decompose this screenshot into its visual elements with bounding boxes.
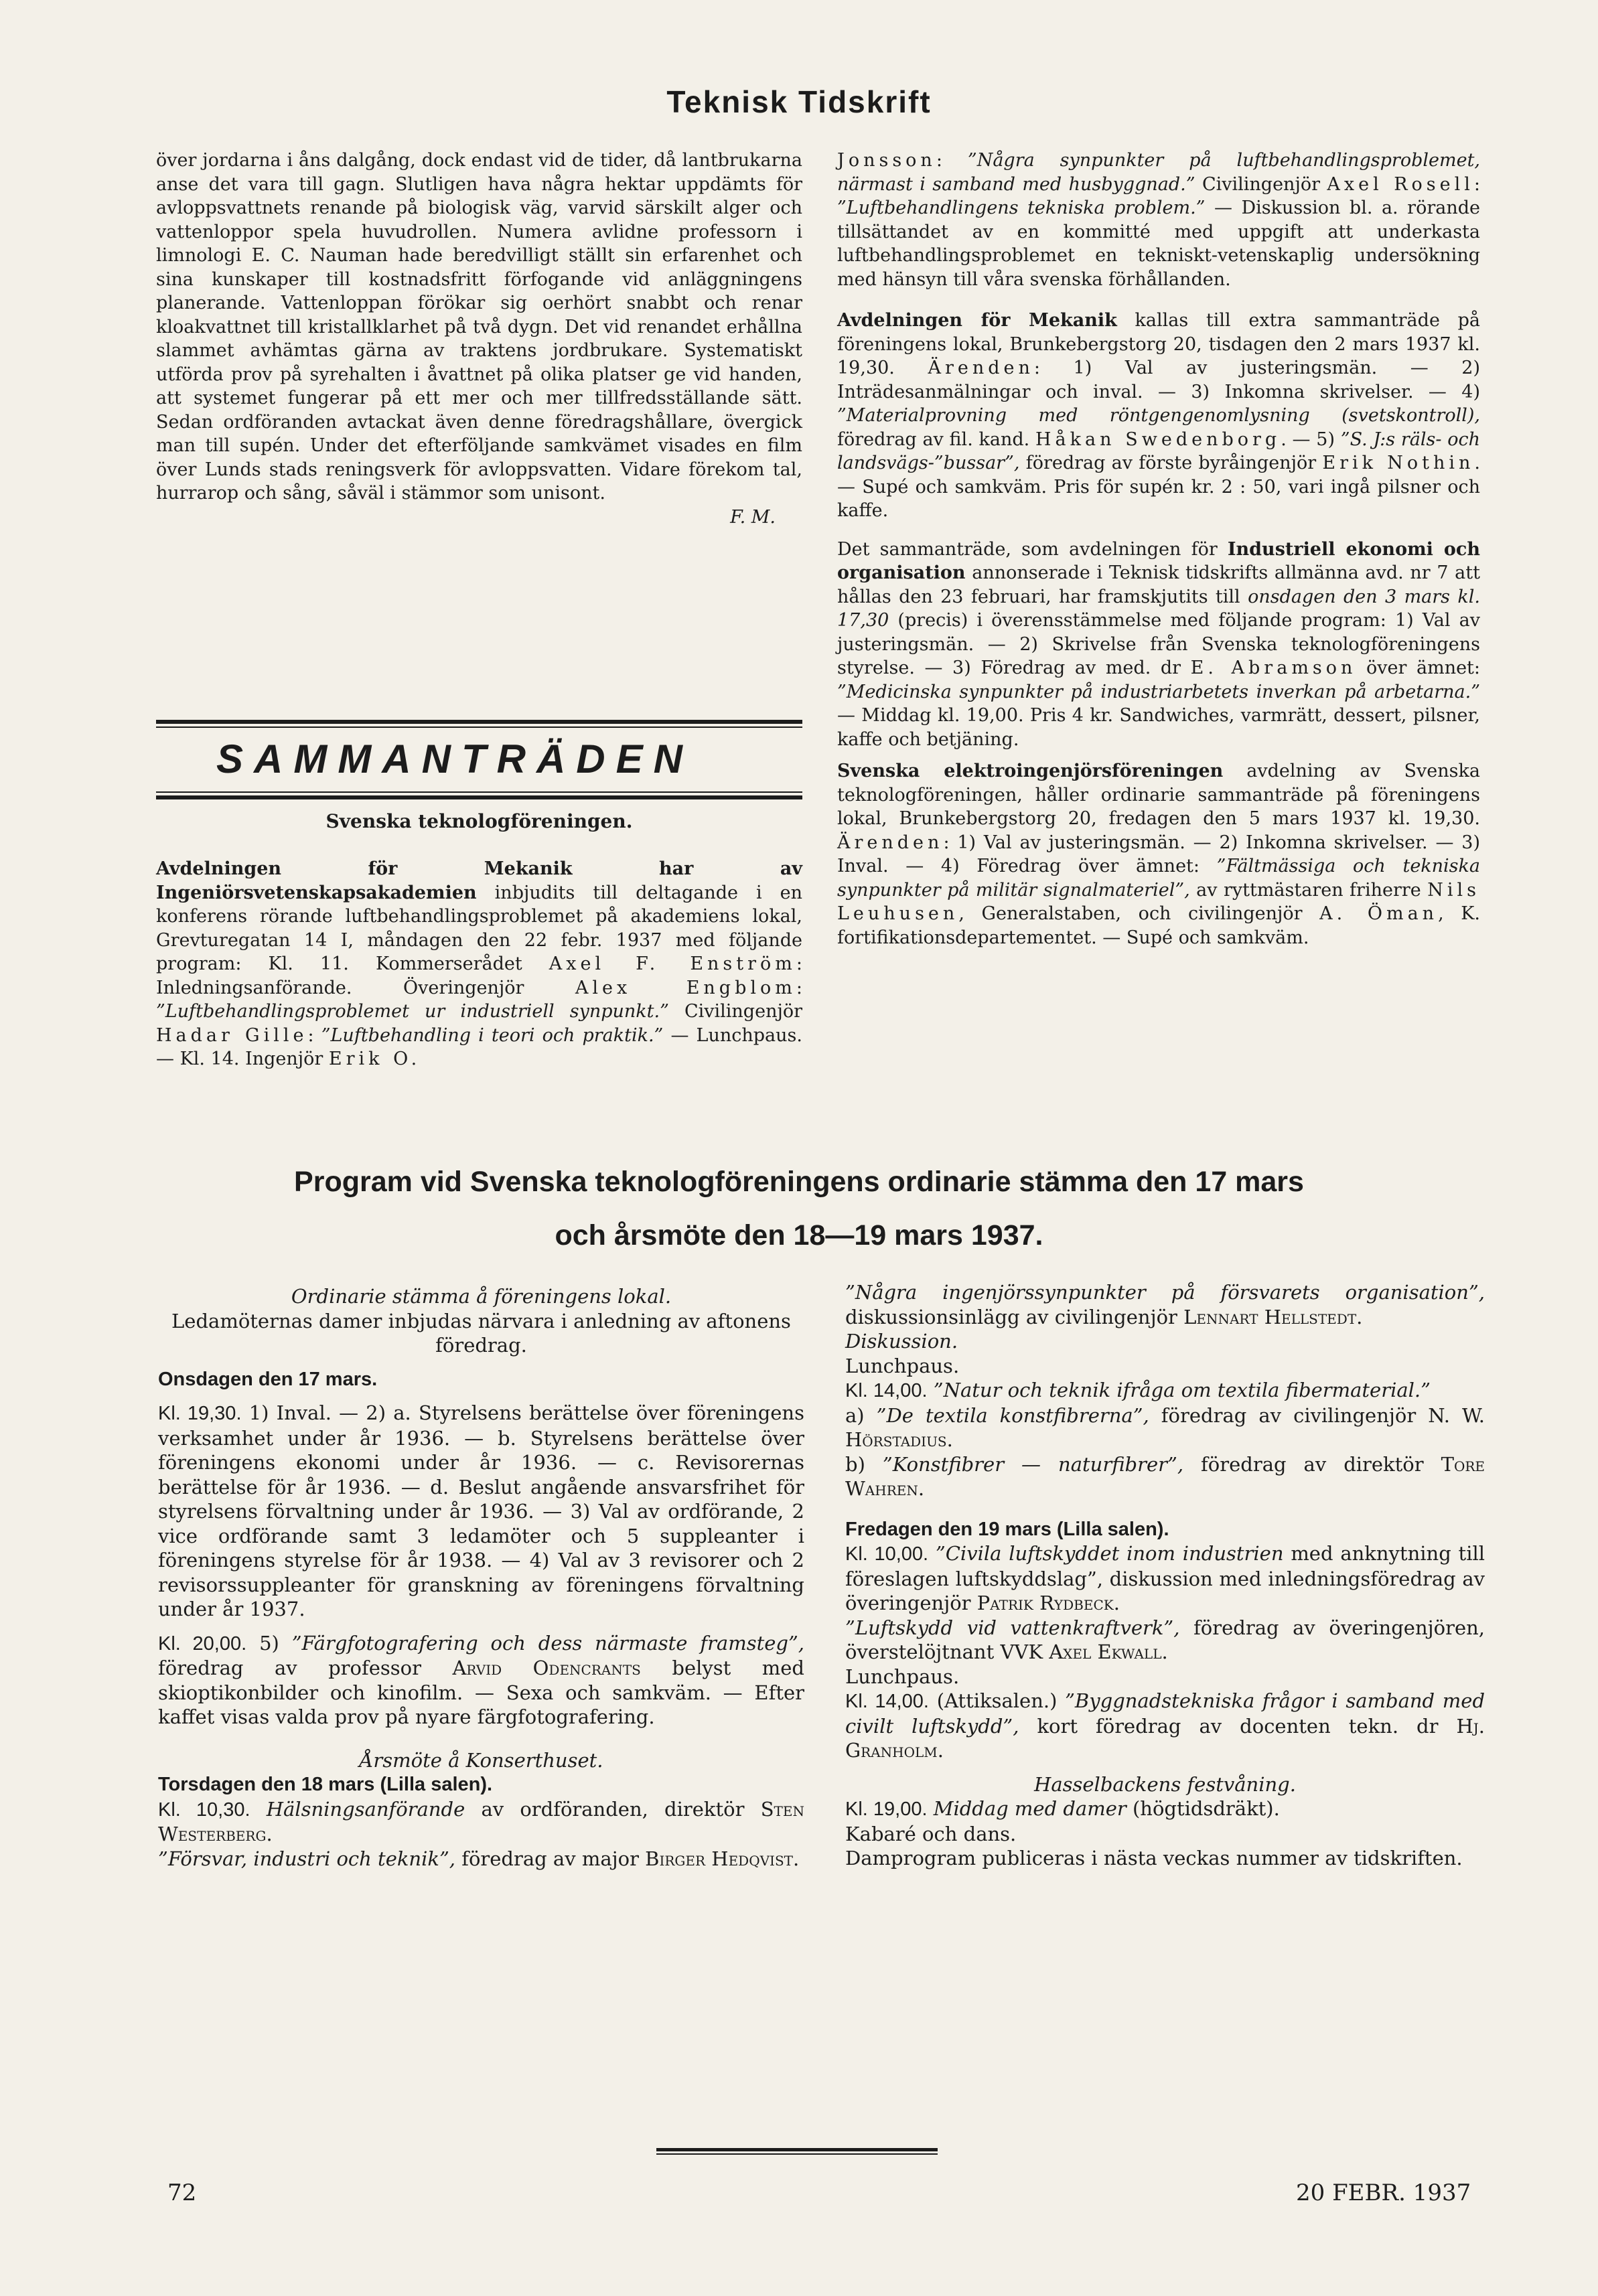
ladies-program-note: Damprogram publiceras i nästa veckas nummer av tidskriften. (845, 1847, 1463, 1869)
text: : (936, 150, 942, 171)
notice-title: Avdelningen för Mekanik har av Ingeniörsvetenskapsakademien (156, 858, 802, 903)
person-name: Erik Nothin (1322, 453, 1475, 473)
lecture-title: ”Konstfibrer — naturfibrer”, (882, 1452, 1184, 1476)
person-name: Axel F. Enström (549, 953, 796, 974)
text: föredrag av major (461, 1847, 639, 1870)
right-column (837, 149, 1480, 949)
lunch-label: Lunchpaus. (845, 1665, 960, 1688)
page-number: 72 (167, 2179, 197, 2206)
agenda-item (158, 1847, 804, 1871)
agenda-item (845, 1689, 1485, 1763)
text: : 1) Val av justeringsmän. — 2) Inträdesanmälningar och inval. — 3) Inkomna skrivelser. — 4) (837, 358, 1480, 402)
person-name: Birger Hedqvist (645, 1847, 793, 1870)
text: med anknytning till föreslagen luftskyddslag”, diskussion med inledningsföredrag av överingenjör (845, 1542, 1485, 1614)
lecture-title: ”Luftskydd vid vattenkraftverk”, (845, 1616, 1180, 1639)
venue-heading: Årsmöte å Konserthuset. (359, 1748, 603, 1772)
text: kort föredrag av docenten tekn. dr (1037, 1714, 1439, 1738)
program-left-column (158, 1284, 804, 1871)
text: — Middag kl. 19,00. Pris 4 kr. Sandwiches, varmrätt, dessert, pilsner, kaffe och betjäning. (837, 705, 1480, 750)
person-name: Hadar Gille (156, 1024, 308, 1046)
text: (Attiksalen.) (936, 1689, 1058, 1712)
day-heading: Torsdagen den 18 mars (Lilla salen). (158, 1774, 493, 1795)
person-name: Sten Westerberg (158, 1797, 804, 1845)
lecture-title: ”Försvar, industri och teknik”, (158, 1847, 455, 1870)
venue-heading: Ordinarie stämma å föreningens lokal. (291, 1285, 672, 1308)
text: föredrag av professor (158, 1657, 421, 1679)
signature: F. M. (730, 506, 776, 528)
date-text: onsdagen den 3 mars kl. 17,30 (837, 586, 1480, 631)
discussion-label: Diskussion. (845, 1330, 958, 1353)
person-name: Lennart Hellstedt (1183, 1305, 1357, 1328)
text: diskussionsinlägg av civilingenjör (845, 1305, 1177, 1328)
lecture-title: ”Natur och teknik ifråga om textila fibermaterial.” (933, 1379, 1431, 1401)
divider (156, 720, 802, 724)
lecture-title: ”Färgfotografering och dess närmaste framsteg”, (291, 1631, 805, 1655)
agenda-item (845, 1452, 1485, 1501)
time-label: Kl. 20,00. (158, 1632, 247, 1655)
text: . (1161, 1640, 1168, 1663)
lecture-title: ”Några synpunkter på luftbehandlingsproblemet, närmast i samband med husbyggnad.” (837, 150, 1481, 195)
text: . (946, 1428, 953, 1451)
notice-title: Industriell ekonomi och organisation (837, 538, 1480, 583)
text: — Lunchpaus. — Kl. 14. Ingenjör (156, 1024, 802, 1069)
agenda-item (845, 1403, 1485, 1452)
text: . (918, 1477, 925, 1500)
notice-title: Svenska elektroingenjörsföreningen (837, 761, 1224, 781)
end-divider (656, 2148, 938, 2151)
cabaret-line: Kabaré och dans. (845, 1822, 1017, 1845)
text: . (1113, 1592, 1120, 1614)
text: : (796, 977, 802, 998)
text: kallas till extra sammanträde på föreningens lokal, Brunkebergstorg 20, tisdagen den 2 mars 1937 kl. 19,30. (837, 310, 1481, 378)
arenden-label: Ärenden (837, 832, 944, 853)
society-heading: Svenska teknologföreningen. (325, 810, 633, 832)
text: . — 5) (1281, 429, 1335, 450)
time-label: Kl. 10,30. (158, 1798, 250, 1821)
person-name: Patrik Rydbeck (976, 1592, 1114, 1614)
text: . — Supé och samkväm. Pris för supén kr. 2 : 50, vari ingå pilsner och kaffe. (837, 453, 1480, 521)
lecture-title: ”S. J:s räls- och landsvägs-”bussar”, (837, 429, 1480, 473)
program-title (134, 1155, 1464, 1262)
person-name: E. Abramson (1190, 658, 1357, 678)
text: (precis) i överensstämmelse med följande program: 1) Val av justeringsmän. — 2) Skrivelse från Svenska teknologföreningens styrelse. — 3) Föredrag av med. dr (837, 610, 1480, 678)
text: . (793, 1847, 800, 1870)
end-divider (656, 2153, 938, 2155)
text: föredrag av förste byråingenjör (1025, 453, 1317, 473)
agenda-item (158, 1797, 804, 1847)
ladies-note: Ledamöternas damer inbjudas närvara i anledning av aftonens föredrag. (171, 1309, 791, 1357)
text: . (266, 1823, 273, 1845)
lecture-title: ”Medicinska synpunkter på industriarbetets inverkan på arbetarna.” (837, 681, 1480, 702)
text: föredrag av fil. kand. (837, 429, 1030, 450)
text: avdelning av Svenska teknologföreningen, håller ordinarie sammanträde på föreningens lokal, Brunkebergstorg 20, fredagen den 5 mars 1937 kl. 19,30. (837, 761, 1480, 829)
divider (156, 795, 802, 799)
person-name: Nils Leuhusen (837, 879, 1480, 924)
day-heading: Onsdagen den 17 mars. (158, 1368, 378, 1390)
text: , Generalstaben, och civilingenjör (958, 903, 1303, 924)
text: föredrag av direktör (1201, 1452, 1424, 1476)
program-title-line2: och årsmöte den 18—19 mars 1937. (555, 1219, 1043, 1251)
time-label: Kl. 10,00. (845, 1543, 929, 1565)
text: Civilingenjör (1202, 173, 1320, 195)
text: — Diskussion bl. a. rörande tillsättandet av en kommitté med uppgift att underkasta luftbehandlingsproblemet en tekniskt-vetenskaplig undersökning med hänsyn till våra svenska förhållanden. (837, 198, 1480, 290)
lecture-title: ”Byggnadstekniska frågor i samband med civilt luftskydd”, (845, 1689, 1485, 1738)
person-name: Alex Engblom (575, 977, 796, 998)
text: : (1473, 173, 1480, 195)
agenda-item (845, 1541, 1485, 1616)
text: . (1356, 1305, 1363, 1328)
day-heading: Fredagen den 19 mars (Lilla salen). (845, 1518, 1169, 1540)
text: 1) Inval. — 2) a. Styrelsens berättelse över föreningens verksamhet under år 1936. — b. Styrelsens berättelse över föreningens ekonomi under år 1936. — c. Revisorernas berättelse för år 1936. — d. Beslut angående ansvarsfrihet för styrelsens förvaltning under år 1936. — 3) Val av ordförande, 2 vice ordförande samt 3 ledamöter och 5 suppleanter i föreningens styrelse för år 1938. — 4) Val av 3 revisorer och 2 revisorssuppleanter för granskning av föreningens förvaltning under år 1937. (158, 1401, 804, 1620)
text: , K. fortifikationsdepartementet. — Supé och samkväm. (837, 903, 1480, 948)
text: a) (845, 1403, 865, 1427)
program-title-line1: Program vid Svenska teknologföreningens ordinarie stämma den 17 mars (294, 1166, 1304, 1198)
issue-date: 20 FEBR. 1937 (1296, 2179, 1471, 2206)
text: av ordföranden, direktör (481, 1797, 745, 1821)
person-name: Hj. Granholm (845, 1714, 1485, 1762)
lecture-title: ”Några ingenjörssynpunkter på försvarets organisation”, (845, 1281, 1485, 1304)
section-heading-box (156, 720, 802, 839)
lecture-title: ”Luftbehandlingens tekniska problem.” (837, 198, 1206, 218)
agenda-item (158, 1401, 804, 1622)
lecture-title: ”Luftbehandlingsproblemet ur industriell synpunkt.” (156, 1001, 669, 1022)
time-label: Kl. 19,30. (158, 1403, 242, 1424)
divider (156, 791, 802, 793)
venue-heading: Hasselbackens festvåning. (1034, 1772, 1296, 1796)
agenda-item (845, 1616, 1485, 1665)
time-label: Kl. 19,00. (845, 1798, 928, 1820)
text: belyst med skioptikonbilder och kinofilm. — Sexa och samkväm. — Efter kaffet visas valda prov på nyare färgfotografering. (158, 1657, 804, 1728)
agenda-item (845, 1280, 1485, 1329)
time-label: Kl. 14,00. (845, 1691, 929, 1712)
section-heading: SAMMANTRÄDEN (216, 737, 693, 781)
text: föredrag av överingenjören, överstelöjtnant VVK (845, 1616, 1485, 1663)
program-right-column (845, 1280, 1485, 1871)
lecture-title: ”Civila luftskyddet inom industrien (935, 1542, 1284, 1565)
arenden-label: Ärenden (928, 358, 1034, 378)
person-name: Erik O. (328, 1049, 421, 1069)
person-name: N. W. Hörstadius (845, 1403, 1485, 1451)
elektro-notice (837, 759, 1480, 949)
text: (högtidsdräkt). (1132, 1797, 1280, 1820)
lecture-title: ”Luftbehandling i teori och praktik.” (321, 1024, 664, 1046)
left-bottom-text (156, 857, 802, 1071)
left-top-text (156, 149, 802, 529)
text: 5) (259, 1631, 279, 1655)
text: inbjudits till deltagande i en konferens rörande luftbehandlingsproblemet på akademiens lokal, Grevturegatan 14 I, måndagen den 22 febr. 1937 med följande program: Kl. 11. Kommerserådet (156, 882, 802, 974)
text: : (307, 1024, 314, 1046)
mekanik-notice (837, 309, 1480, 523)
text: Det sammanträde, som avdelningen för (837, 538, 1218, 560)
text: . (937, 1739, 944, 1762)
person-name: Arvid Odencrants (452, 1657, 641, 1679)
person-name: A. Öman (1319, 903, 1439, 924)
lecture-title: ”Fältmässiga och tekniska synpunkter på militär signalmateriel”, (837, 856, 1480, 901)
text: : 1) Val av justeringsmän. — 2) Inkomna skrivelser. — 3) Inval. — 4) Föredrag över ämnet: (837, 832, 1480, 876)
text: : Inledningsanförande. Överingenjör (156, 953, 802, 998)
lecture-title: ”Materialprovning med röntgengenomlysning (svetskontroll), (837, 405, 1480, 426)
text: b) (845, 1452, 865, 1476)
text: föredrag av civilingenjör (1161, 1403, 1417, 1427)
agenda-item (158, 1631, 804, 1730)
lunch-label: Lunchpaus. (845, 1354, 960, 1377)
continued-notice (837, 149, 1480, 291)
industriell-notice (837, 538, 1480, 752)
notice-title: Avdelningen för Mekanik (837, 310, 1117, 331)
person-name: Axel Rosell (1327, 173, 1474, 195)
text: annonserade i Teknisk tidskrifts allmänna avd. nr 7 att hållas den 23 februari, har framskjutits till (837, 562, 1480, 607)
masthead: Teknisk Tidskrift (666, 84, 932, 119)
lecture-title: Hälsningsanförande (266, 1797, 465, 1821)
person-name: Axel Ekwall (1049, 1640, 1162, 1663)
person-name: Håkan Swedenborg (1035, 429, 1281, 450)
agenda-item (845, 1378, 1485, 1403)
text: av ryttmästaren friherre (1196, 879, 1421, 901)
text: Civilingenjör (684, 1001, 802, 1022)
text: över ämnet: (1366, 658, 1481, 678)
event-title: Middag med damer (933, 1797, 1127, 1820)
person-name: Tore Wahren (845, 1452, 1485, 1500)
time-label: Kl. 14,00. (845, 1380, 928, 1401)
agenda-item (845, 1796, 1485, 1822)
paragraph: över jordarna i åns dalgång, dock endast vid de tider, då lantbrukarna anse det vara till gagn. Slutligen hava några hektar uppdämts för avloppsvattnets renande på biologisk väg, varvid särskilt alger och vattenloppor spela huvudrollen. Numera avlidne professorn i limnologi E. C. Nauman hade beredvilligt ställt sin erfarenhet och sina kunskaper till kostnadsfritt förfogande vid anläggningens planerande. Vattenloppan förökar sig oerhört snabbt och renar kloakvattnet till kristallklarhet på två dygn. Det vid renandet erhållna slammet avhämtas gärna av traktens jordbrukare. Systematiskt utförda prov på syrehalten i åvattnet på olika platser ge vid handen, att systemet fungerar på ett mer och mer tillfredsställande sätt. Sedan ordföranden avtackat även denne föredragshållare, övergick man till supén. Under det efterföljande samkvämet visades en film över Lunds stads reningsverk för avloppsvatten. Vidare förekom tal, hurrarop och sång, såväl i stämmor som unisont. (156, 150, 802, 504)
person-name: Jonsson (837, 150, 936, 171)
mekanik-akademien-notice (156, 857, 802, 1071)
lecture-title: ”De textila konstfibrerna”, (876, 1403, 1149, 1427)
